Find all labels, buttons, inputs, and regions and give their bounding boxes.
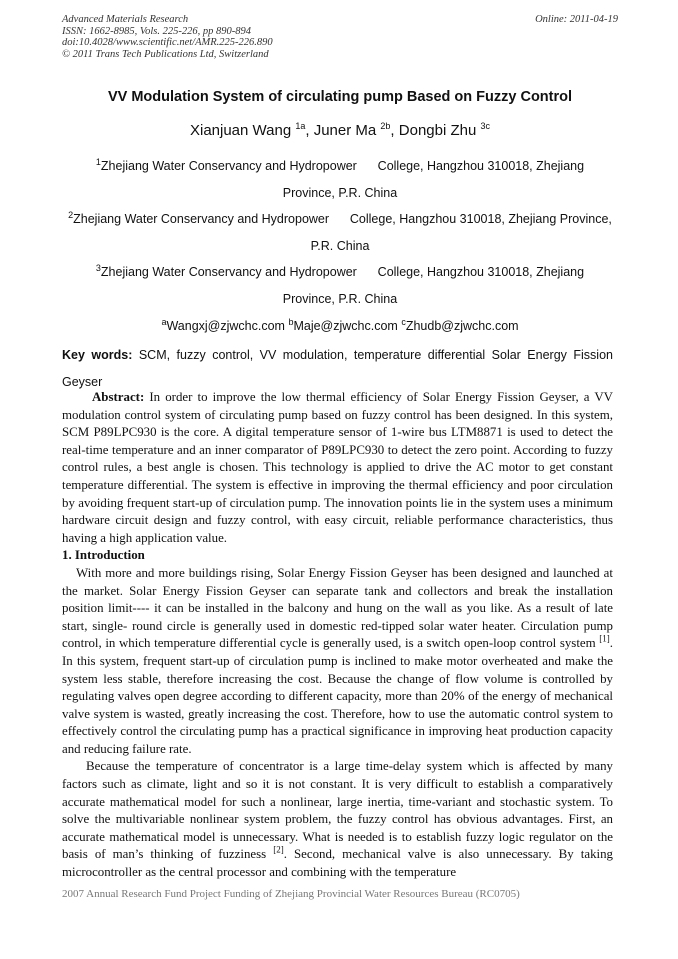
author-name: Xianjuan Wang [189, 122, 292, 139]
affiliation-line: Province, P.R. China [282, 291, 398, 306]
author-sup: 1a [295, 121, 306, 131]
email-sup: b [288, 316, 294, 327]
affiliation-line: Zhejiang Water Conservancy and Hydropower College, Hangzhou 310018, Zhejiang [100, 159, 585, 173]
affiliation-2 [62, 206, 618, 259]
citation-ref[interactable]: [2] [273, 845, 284, 856]
affiliation-line: Province, P.R. China [282, 185, 398, 200]
author-name: Juner Ma [313, 122, 377, 139]
keywords [62, 342, 613, 395]
affiliation-line: P.R. China [310, 238, 370, 253]
abstract-text: In order to improve the low thermal efficiency of Solar Energy Fission Geyser, a VV modulation control system of circulating pump based on fuzzy control has been designed. In this system, SCM P89LPC930 is the core. A digital temperature sensor of 1-wire bus LTM8871 is used to detect the real-time temperature and an inner comparator of P89LPC930 to detect the zero point. According to fuzzy control rules, a best angle is chosen. This technology is applied to drive the AC motor to get constant temperature differential. The system is effective in improving the thermal efficiency and poor circulation by avoiding frequent start-up of circulation pump. The innovation points lie in the system uses a minimum hardware circuit design and fuzzy control, with easy circuit, reliable performance characteristics, thus having a high application value. [62, 390, 613, 545]
author-sup: 3c [480, 121, 491, 131]
email-sup: c [401, 316, 406, 327]
email-address[interactable]: Zhudb@zjwchc.com [405, 319, 519, 333]
abstract [62, 389, 613, 547]
issn-line: ISSN: 1662-8985, Vols. 225-226, pp 890-894 [62, 25, 251, 37]
author-sup: 2b [380, 121, 391, 131]
affiliation-num: 1 [95, 156, 101, 167]
paper-title: VV Modulation System of circulating pump Based on Fuzzy Control [107, 89, 573, 105]
paper-body [62, 389, 613, 882]
funding-footnote: 2007 Annual Research Fund Project Funding of Zhejiang Provincial Water Resources Bureau (RC0705) [62, 888, 520, 900]
journal-header [62, 14, 618, 60]
email-address[interactable]: Wangxj@zjwchc.com [166, 319, 285, 333]
keywords-text: SCM, fuzzy control, VV modulation, temperature differential Solar Energy Fission Geyser [62, 348, 613, 389]
intro-paragraph-1 [62, 565, 613, 759]
email-address[interactable]: Maje@zjwchc.com [293, 319, 398, 333]
affiliation-num: 2 [68, 209, 74, 220]
doi-line: doi:10.4028/www.scientific.net/AMR.225-226.890 [62, 37, 273, 48]
section-heading: 1. Introduction [62, 548, 145, 563]
copyright-line: © 2011 Trans Tech Publications Ltd, Switzerland [62, 48, 269, 60]
online-date: Online: 2011-04-19 [535, 14, 618, 25]
author-name: Dongbi Zhu [398, 122, 477, 139]
citation-ref[interactable]: [1] [599, 634, 610, 645]
abstract-label: Abstract: [92, 390, 145, 404]
affiliation-3 [62, 259, 618, 312]
paragraph-text: . In this system, frequent start-up of circulation pump is inclined to make motor overheated and make the system less stable, therefore increasing the cost. Because the change of flow volume is controlled by regulating valves open degree according to different capacity, more than 20% of the energy of mechanical valve system is wasted, greatly increasing the cost. Therefore, how to use the automatic control system to effectively control the circulating pump has a practical significance in improving heat production capacity and reducing failure rate. [62, 636, 613, 756]
journal-name: Advanced Materials Research [62, 14, 189, 25]
paragraph-text: Because the temperature of concentrator is a large time-delay system which is affected by many factors such as climate, light and so it is not constant. It is very difficult to establish a comparatively accurate mathematical model for such a nonlinear, large inertia, time-variant and stochastic system. To solve the multivariable nonlinear system problem, the fuzzy control has obvious advantages. First, an accurate mathematical model is unnecessary. What is needed is to establish fuzzy logic regulator on the basis of man’s thinking of fuzziness [62, 759, 613, 862]
affiliation-num: 3 [95, 262, 101, 273]
paragraph-text: With more and more buildings rising, Solar Energy Fission Geyser has been designed and launched at the market. Solar Energy Fission Geyser can separate tank and collectors and break the installation position limit---- it can be installed in the balcony and hung on the wall as you like. As a result of late start, single- round circle is generally used in domestic red-tipped solar water heater. Circulation pump control, in which temperature differential cycle is generally used, is a switch open-loop control system [62, 565, 613, 651]
keywords-label: Key words: [62, 348, 133, 362]
author-list: Xianjuan Wang $^{1a}$, Juner Ma $^{2b}$, Dongbi Zhu $^{3c}$ [189, 121, 491, 139]
email-list [62, 316, 618, 333]
affiliation-line: Zhejiang Water Conservancy and Hydropower College, Hangzhou 310018, Zhejiang [100, 265, 585, 279]
paragraph-text: . Second, mechanical valve is also unnecessary. By taking microcontroller as the central processor and combining with the temperature [62, 847, 613, 880]
email-sup: a [161, 316, 167, 327]
intro-paragraph-2 [62, 758, 613, 881]
affiliation-line: Zhejiang Water Conservancy and Hydropower College, Hangzhou 310018, Zhejiang Province, [73, 212, 612, 226]
affiliation-1 [62, 153, 618, 206]
